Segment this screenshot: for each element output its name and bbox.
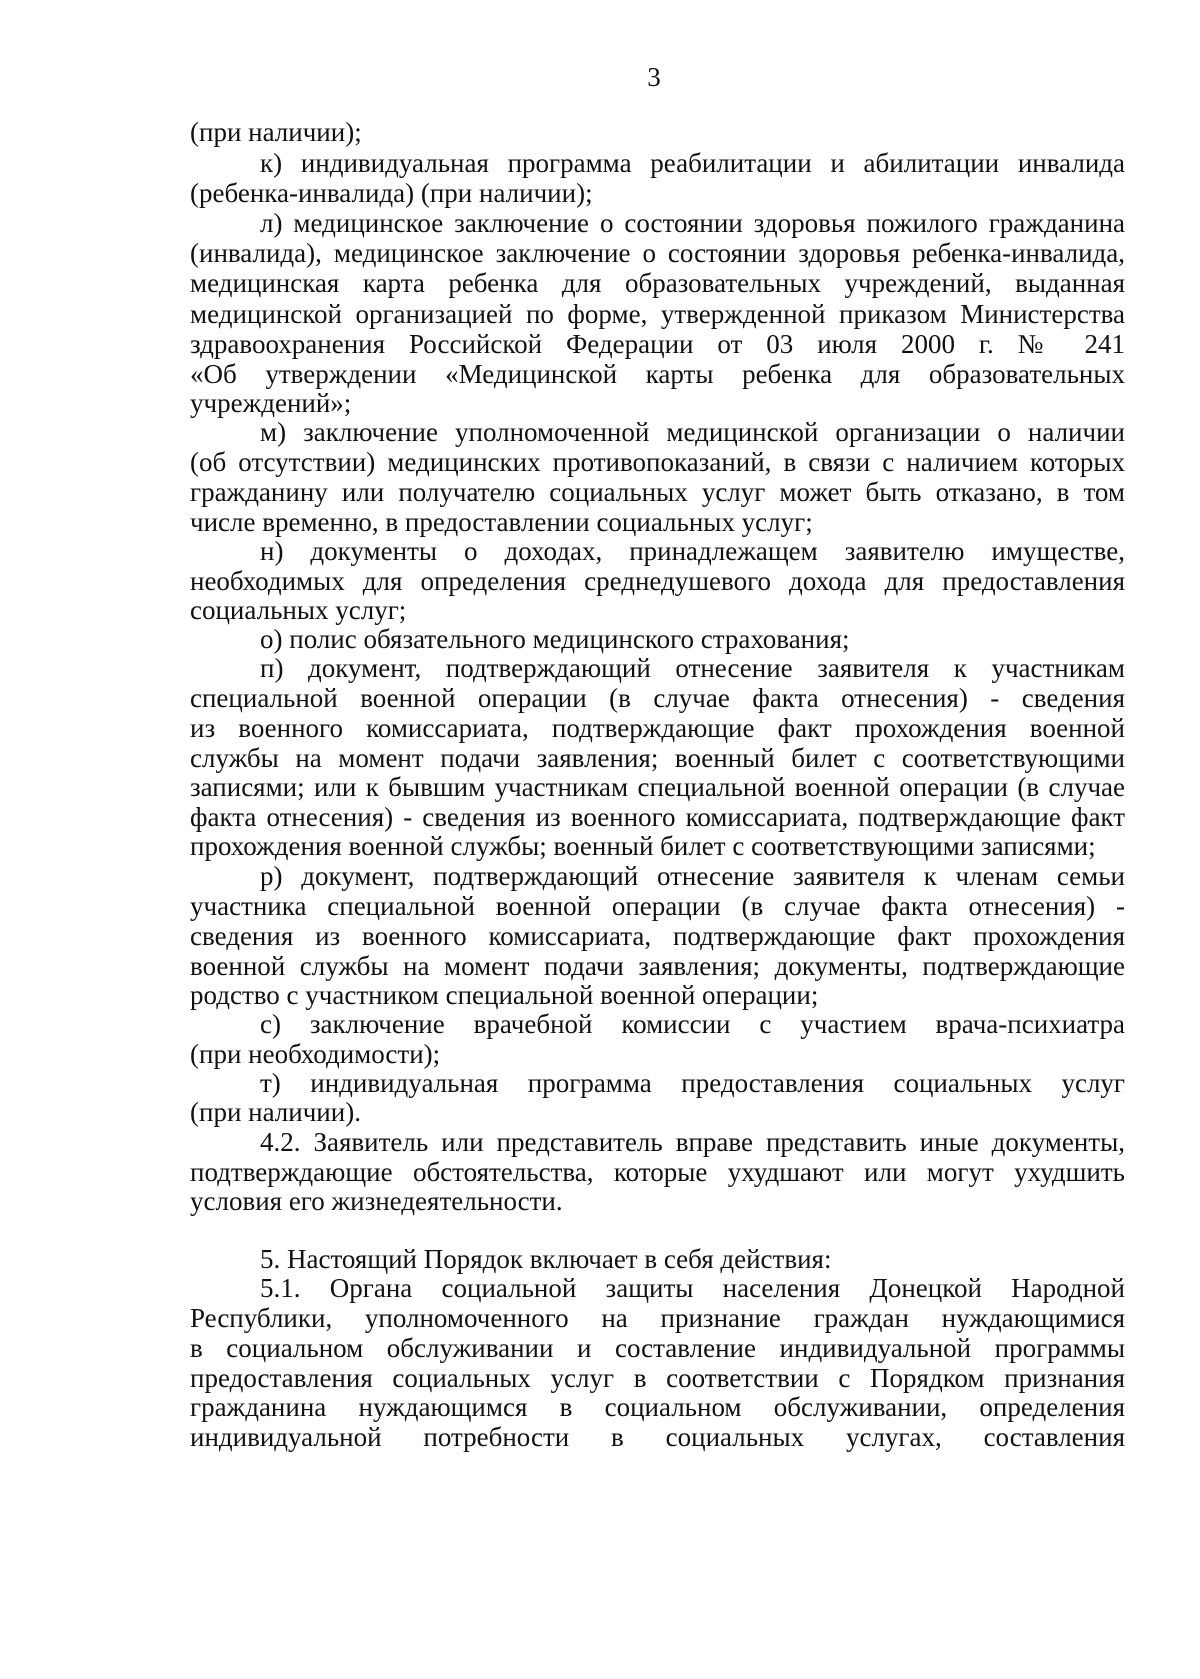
text-line: т) индивидуальная программа предоставления социальных услуг (260, 1068, 1125, 1098)
text-line: факта отнесения) - сведения из военного комиссариата, подтверждающие факт (190, 802, 1125, 832)
text-line: гражданину или получателю социальных услуг может быть отказано, в том (190, 477, 1125, 507)
text-line: числе временно, в предоставлении социальных услуг; (190, 507, 813, 537)
text-line: м) заключение уполномоченной медицинской организации о наличии (260, 417, 1125, 447)
text-line: 4.2. Заявитель или представитель вправе представить иные документы, (260, 1127, 1125, 1157)
text-line: социальных услуг; (190, 595, 407, 625)
text-line: к) индивидуальная программа реабилитации и абилитации инвалида (260, 148, 1125, 178)
text-line: л) медицинское заключение о состоянии здоровья пожилого гражданина (260, 208, 1125, 238)
text-line: условия его жизнедеятельности. (190, 1186, 563, 1216)
text-line: о) полис обязательного медицинского страхования; (260, 624, 850, 654)
page-number: 3 (647, 62, 661, 92)
text-line: 5. Настоящий Порядок включает в себя действия: (260, 1244, 832, 1274)
text-line: прохождения военной службы; военный билет с соответствующими записями; (190, 831, 1096, 861)
text-line: из военного комиссариата, подтверждающие факт прохождения военной (190, 713, 1125, 743)
text-line: здравоохранения Российской Федерации от 03 июля 2000 г. № 241 (190, 329, 1125, 359)
text-line: (при наличии); (190, 117, 362, 147)
text-line: (ребенка-инвалида) (при наличии); (190, 178, 593, 208)
text-line: записями; или к бывшим участникам специальной военной операции (в случае (190, 772, 1125, 802)
text-line: (об отсутствии) медицинских противопоказаний, в связи с наличием которых (190, 447, 1125, 477)
text-line: участника специальной военной операции (в случае факта отнесения) - (190, 891, 1125, 921)
text-line: (при необходимости); (190, 1039, 441, 1069)
text-line: н) документы о доходах, принадлежащем заявителю имуществе, (260, 536, 1125, 566)
text-line: военной службы на момент подачи заявления; документы, подтверждающие (190, 951, 1125, 981)
text-line: (при наличии). (190, 1097, 361, 1127)
text-line: необходимых для определения среднедушевого дохода для предоставления (190, 566, 1125, 596)
text-line: в социальном обслуживании и составление индивидуальной программы (190, 1333, 1125, 1363)
text-line: медицинская карта ребенка для образовательных учреждений, выданная (190, 268, 1125, 298)
text-line: сведения из военного комиссариата, подтверждающие факт прохождения (190, 921, 1125, 951)
text-line: родство с участником специальной военной операции; (190, 980, 819, 1010)
text-line: медицинской организацией по форме, утвержденной приказом Министерства (190, 299, 1125, 329)
text-line: специальной военной операции (в случае факта отнесения) - сведения (190, 683, 1125, 713)
text-line: предоставления социальных услуг в соответствии с Порядком признания (190, 1363, 1125, 1393)
text-line: р) документ, подтверждающий отнесение заявителя к членам семьи (260, 861, 1125, 891)
text-line: п) документ, подтверждающий отнесение заявителя к участникам (260, 653, 1125, 683)
text-line: гражданина нуждающимся в социальном обслуживании, определения (190, 1392, 1125, 1422)
text-line: подтверждающие обстоятельства, которые ухудшают или могут ухудшить (190, 1157, 1125, 1187)
text-line: Республики, уполномоченного на признание граждан нуждающимися (190, 1303, 1125, 1333)
text-line: 5.1. Органа социальной защиты населения Донецкой Народной (260, 1273, 1125, 1303)
text-line: индивидуальной потребности в социальных услугах, составления (190, 1422, 1125, 1452)
text-line: с) заключение врачебной комиссии с участием врача-психиатра (260, 1009, 1125, 1039)
text-line: «Об утверждении «Медицинской карты ребенка для образовательных (190, 359, 1125, 389)
text-line: службы на момент подачи заявления; военный билет с соответствующими (190, 743, 1125, 773)
text-line: учреждений»; (190, 388, 352, 418)
text-line: (инвалида), медицинское заключение о состоянии здоровья ребенка-инвалида, (190, 238, 1125, 268)
